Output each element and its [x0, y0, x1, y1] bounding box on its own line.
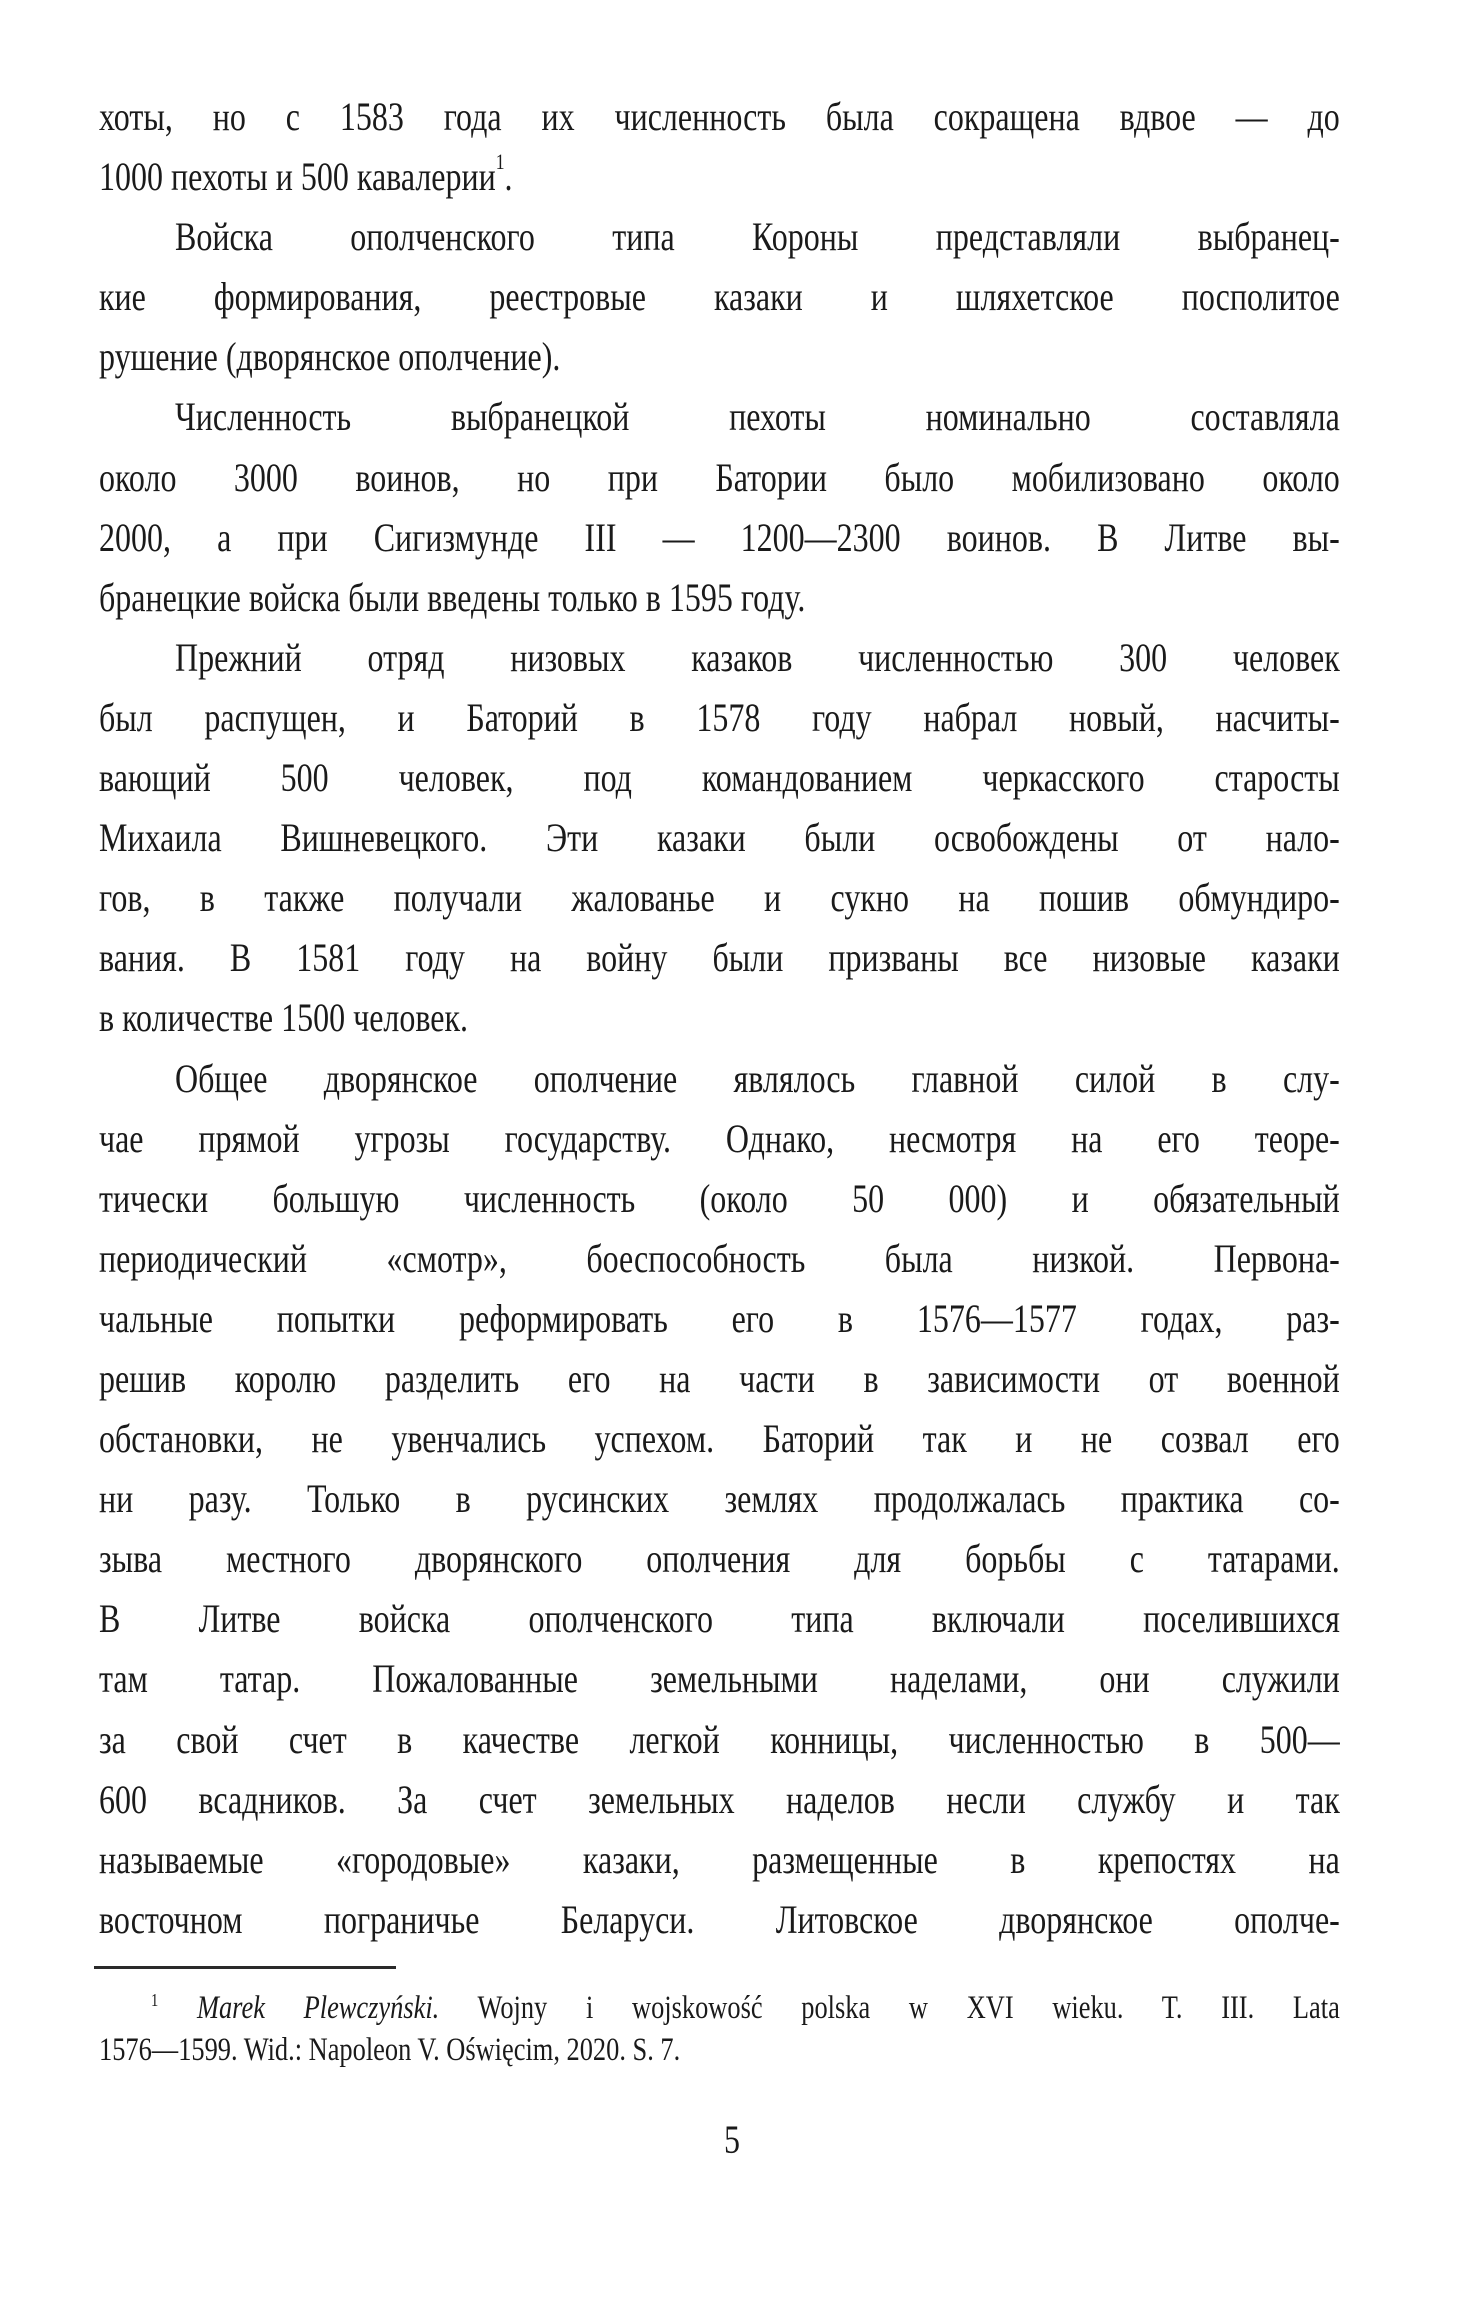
text-line	[99, 1109, 1340, 1169]
text-line-content: за свой счет в качестве легкой конницы, численностью в 500—	[99, 1716, 1340, 1762]
text-line	[99, 448, 1340, 508]
text-line	[99, 1770, 1340, 1830]
text-line-content: восточном пограничье Беларуси. Литовское дворянское ополче-	[99, 1896, 1340, 1942]
text-line-content: Войска ополченского типа Короны представляли выбранец-	[175, 214, 1340, 260]
text-line	[99, 688, 1340, 748]
text-line	[99, 748, 1340, 808]
text-line-content: около 3000 воинов, но при Батории было мобилизовано около	[99, 454, 1340, 500]
text-line	[99, 1469, 1340, 1529]
text-line	[99, 1589, 1340, 1649]
text-line	[99, 1409, 1340, 1469]
text-line	[99, 327, 1340, 387]
text-line	[99, 1349, 1340, 1409]
text-line-content: тически большую численность (около 50 000) и обязательный	[99, 1175, 1340, 1221]
text-line	[99, 147, 1340, 207]
footnote-author: Marek Plewczyński.	[196, 1990, 440, 2026]
text-line-content: решив королю разделить его на части в зависимости от военной	[99, 1355, 1340, 1401]
text-line-content: вающий 500 человек, под командованием черкасского старосты	[99, 755, 1340, 801]
text-line	[99, 87, 1340, 147]
text-line	[99, 207, 1340, 267]
text-line-content: зыва местного дворянского ополчения для борьбы с татарами.	[99, 1536, 1340, 1582]
body-text	[99, 87, 1340, 1950]
text-line	[99, 387, 1340, 447]
text-line-content: Прежний отряд низовых казаков численностью 300 человек	[175, 634, 1340, 680]
text-line-content: в количестве 1500 человек.	[99, 995, 469, 1041]
footnote-publication: 1576—1599. Wid.: Napoleon V. Oświęcim, 2020. S. 7.	[99, 2032, 681, 2068]
text-line	[99, 508, 1340, 568]
footnote-line	[99, 1987, 1340, 2029]
text-line	[99, 1830, 1340, 1890]
text-line-content: бранецкие войска были введены только в 1595 году.	[99, 574, 806, 620]
footnote-separator	[94, 1966, 396, 1969]
footnote-line	[99, 2029, 1340, 2071]
footnote-title: Wojny i wojskowość polska w XVI wieku. T. III. Lata	[477, 1990, 1340, 2026]
text-line	[99, 1890, 1340, 1950]
footnote-reference[interactable]: 1	[495, 149, 505, 175]
text-line-content: гов, в также получали жалованье и сукно на пошив обмундиро-	[99, 875, 1340, 921]
text-line-content: кие формирования, реестровые казаки и шляхетское посполитое	[99, 274, 1340, 320]
text-line-content: обстановки, не увенчались успехом. Баторий так и не созвал его	[99, 1416, 1340, 1462]
text-line	[99, 568, 1340, 628]
text-line-content: Михаила Вишневецкого. Эти казаки были освобождены от нало-	[99, 815, 1340, 861]
text-line	[99, 267, 1340, 327]
footnote-number: 1	[151, 1990, 159, 2010]
page-number: 5	[724, 2117, 740, 2162]
text-line-content: там татар. Пожалованные земельными наделами, они служили	[99, 1656, 1340, 1702]
text-line	[99, 1649, 1340, 1709]
text-line-tail: .	[504, 154, 513, 200]
text-line	[99, 1529, 1340, 1589]
text-line	[99, 1710, 1340, 1770]
text-line-content: Численность выбранецкой пехоты номинально составляла	[175, 394, 1340, 440]
text-line-content: называемые «городовые» казаки, размещенные в крепостях на	[99, 1836, 1340, 1882]
text-line-content: Общее дворянское ополчение являлось главной силой в слу-	[175, 1055, 1340, 1101]
footnote	[99, 1987, 1340, 2071]
text-line-content: 1000 пехоты и 500 кавалерии	[99, 154, 496, 200]
text-line-content: хоты, но с 1583 года их численность была сокращена вдвое — до	[99, 94, 1340, 139]
text-line-content: чальные попытки реформировать его в 1576—1577 годах, раз-	[99, 1295, 1340, 1341]
text-line-content: ни разу. Только в русинских землях продолжалась практика со-	[99, 1476, 1340, 1522]
text-line	[99, 1229, 1340, 1289]
text-line-content: вания. В 1581 году на войну были призваны все низовые казаки	[99, 935, 1340, 981]
text-line-content: рушение (дворянское ополчение).	[99, 334, 561, 380]
text-line-content: 2000, а при Сигизмунде III — 1200—2300 воинов. В Литве вы-	[99, 514, 1340, 560]
text-line-content: периодический «смотр», боеспособность была низкой. Первона-	[99, 1235, 1340, 1281]
text-line-content: чае прямой угрозы государству. Однако, несмотря на его теоре-	[99, 1115, 1340, 1161]
text-line	[99, 1049, 1340, 1109]
text-line	[99, 928, 1340, 988]
text-line	[99, 808, 1340, 868]
text-line-content: В Литве войска ополченского типа включали поселившихся	[99, 1596, 1340, 1642]
text-line	[99, 1169, 1340, 1229]
text-line	[99, 1289, 1340, 1349]
text-line-content: 600 всадников. За счет земельных наделов несли службу и так	[99, 1776, 1340, 1822]
text-line	[99, 868, 1340, 928]
text-line-content: был распущен, и Баторий в 1578 году набрал новый, насчиты-	[99, 694, 1340, 740]
text-line	[99, 628, 1340, 688]
text-line	[99, 988, 1340, 1048]
